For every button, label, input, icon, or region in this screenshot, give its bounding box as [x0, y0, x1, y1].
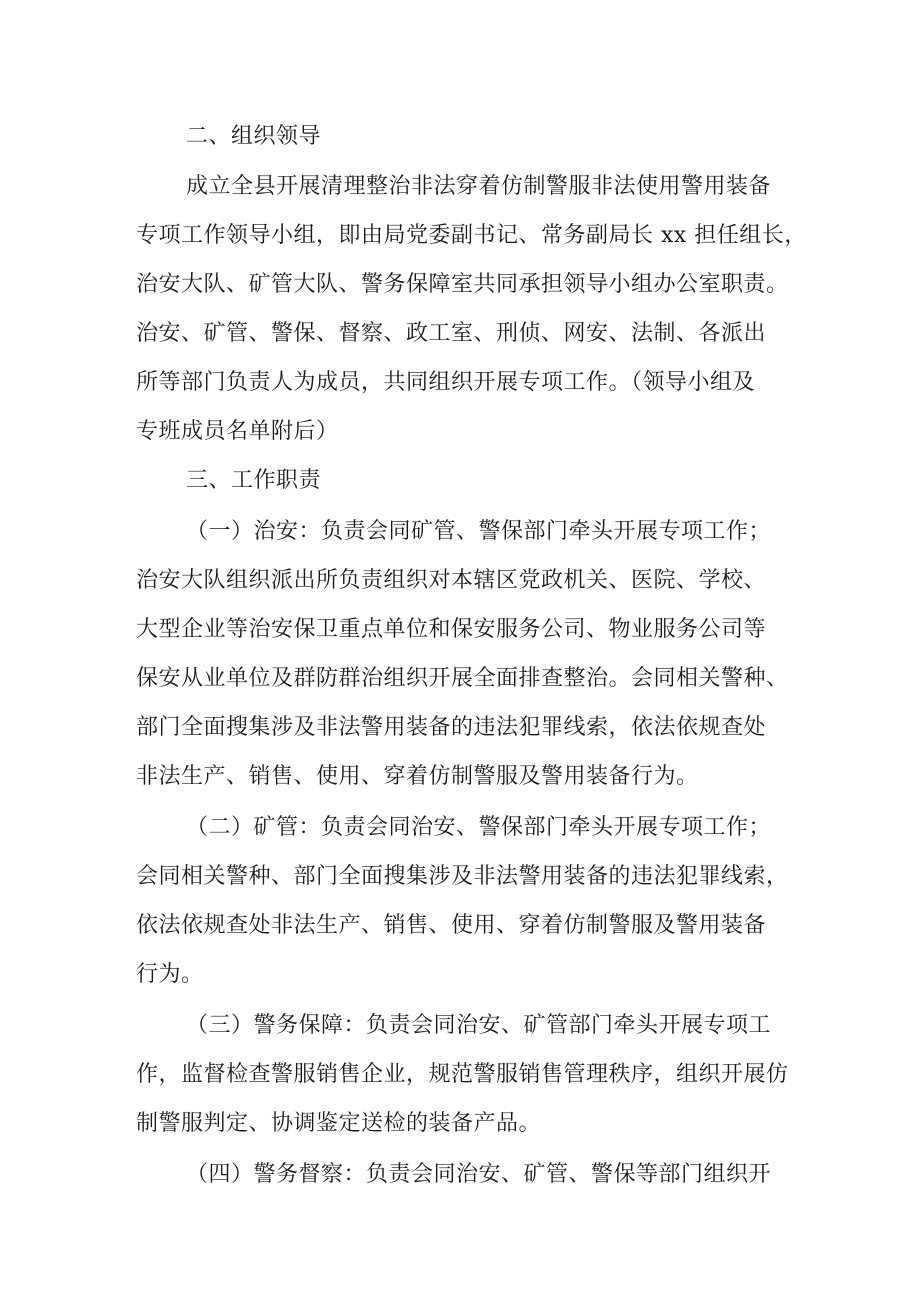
paragraph-line: 部门全面搜集涉及非法警用装备的违法犯罪线索，依法依规查处 [136, 715, 767, 740]
paragraph-line: 治安、矿管、警保、督察、政工室、刑侦、网安、法制、各派出 [136, 321, 767, 346]
section-heading-organization: 二、组织领导 [186, 124, 322, 149]
paragraph-line: 制警服判定、协调鉴定送检的装备产品。 [136, 1111, 542, 1136]
paragraph-line: 行为。 [136, 962, 204, 987]
paragraph-line: （四）警务督察：负责会同治安、矿管、警保等部门组织开 [186, 1162, 772, 1187]
paragraph-line: 非法生产、销售、使用、穿着仿制警服及警用装备行为。 [136, 764, 699, 789]
paragraph-line: 依法依规查处非法生产、销售、使用、穿着仿制警服及警用装备 [136, 913, 767, 938]
paragraph-line: 大型企业等治安保卫重点单位和保安服务公司、物业服务公司等 [136, 617, 767, 642]
paragraph-line: 治安大队、矿管大队、警务保障室共同承担领导小组办公室职责。 [136, 272, 789, 297]
paragraph-line: 专项工作领导小组，即由局党委副书记、常务副局长 xx 担任组长， [136, 223, 807, 248]
paragraph-line: （三）警务保障：负责会同治安、矿管部门牵头开展专项工 [186, 1013, 772, 1038]
paragraph-line: 会同相关警种、部门全面搜集涉及非法警用装备的违法犯罪线索， [136, 864, 789, 889]
section-heading-duties: 三、工作职责 [186, 468, 322, 493]
paragraph-line: 治安大队组织派出所负责组织对本辖区党政机关、医院、学校、 [136, 568, 767, 593]
paragraph-line: 作，监督检查警服销售企业，规范警服销售管理秩序，组织开展仿 [136, 1062, 789, 1087]
paragraph-line: 保安从业单位及群防群治组织开展全面排查整治。会同相关警种、 [136, 666, 789, 691]
paragraph-line: 所等部门负责人为成员，共同组织开展专项工作。（领导小组及 [136, 370, 756, 395]
paragraph-line: （一）治安：负责会同矿管、警保部门牵头开展专项工作； [186, 519, 772, 544]
paragraph-line: 成立全县开展清理整治非法穿着仿制警服非法使用警用装备 [186, 174, 772, 199]
paragraph-line: （二）矿管：负责会同治安、警保部门牵头开展专项工作； [186, 815, 772, 840]
paragraph-line: 专班成员名单附后） [136, 419, 339, 444]
